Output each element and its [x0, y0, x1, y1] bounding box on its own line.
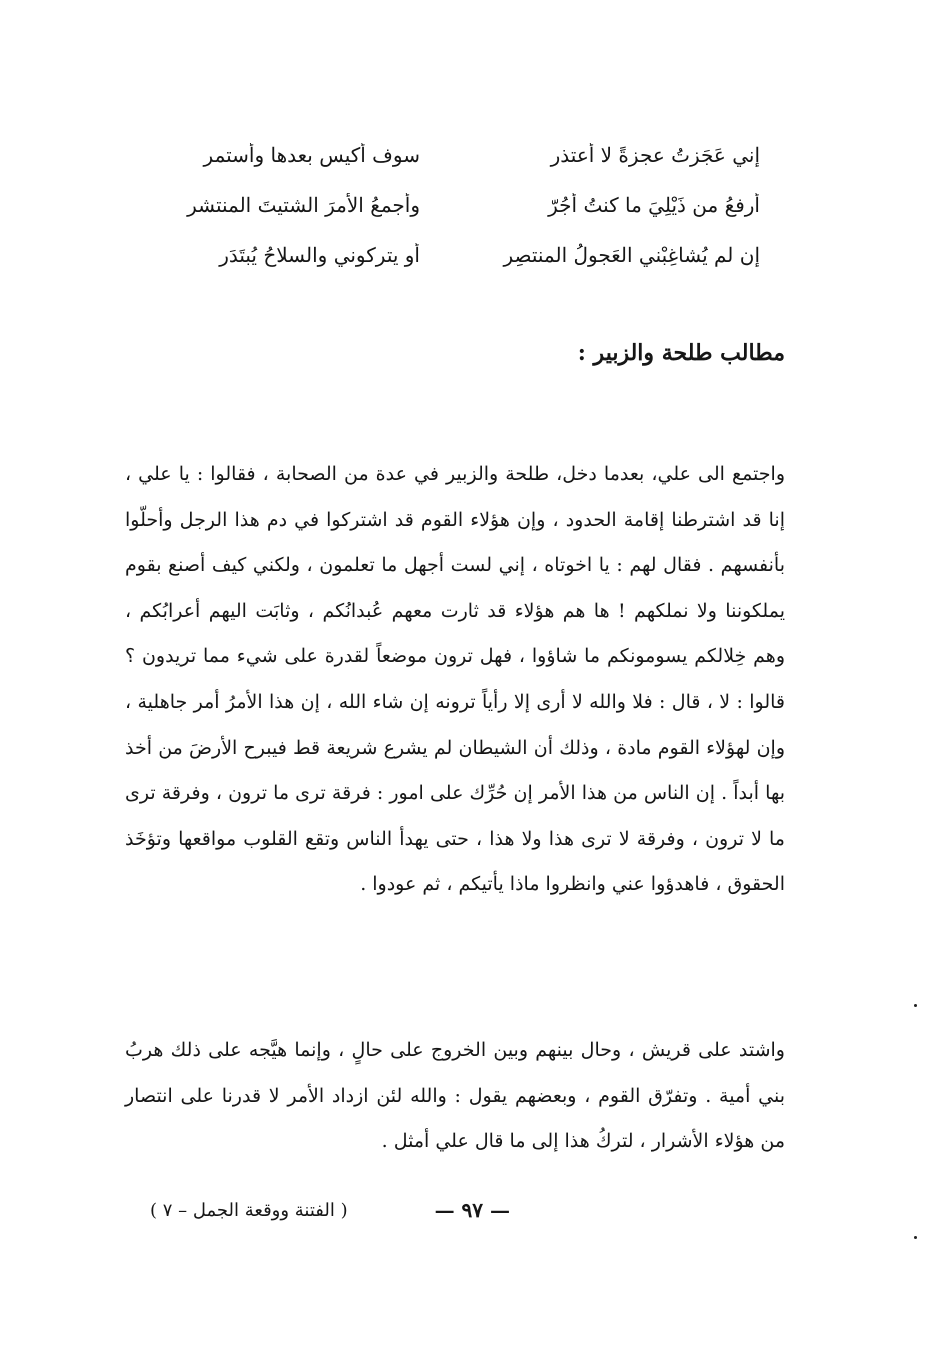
running-title: ( الفتنة ووقعة الجمل – ٧ )	[150, 1199, 348, 1221]
poem	[130, 130, 760, 280]
poem-second-hemistich: أو يتركوني والسلاحُ يُبتَدَر	[219, 243, 420, 267]
page-number: — ٩٧ —	[434, 1198, 510, 1222]
scan-speck	[914, 1236, 917, 1239]
scan-speck	[914, 1004, 917, 1007]
paragraph: واشتد على قريش ، وحال بينهم وبين الخروج على حالٍ ، وإنما هيَّجه على ذلك هربُ بني أمية . وتفرّق القوم ، وبعضهم يقول : والله لئن ازداد الأمر لا قدرنا على انتصار من هؤلاء الأشرار ، لتركُ هذا إلى ما قال علي أمثل .	[125, 1039, 785, 1153]
poem-second-hemistich: سوف أكيس بعدها وأستمر	[203, 143, 420, 167]
page-footer	[150, 1195, 510, 1225]
poem-second-hemistich: وأجمعُ الأمرَ الشتيتَ المنتشر	[187, 193, 420, 217]
section-heading: مطالب طلحة والزبير :	[577, 340, 785, 366]
poem-line	[130, 130, 760, 180]
poem-first-hemistich: إني عَجَزتُ عجزةً لا أعتذر	[550, 143, 760, 167]
poem-line	[130, 180, 760, 230]
poem-first-hemistich: إن لم يُشاغِبْني العَجولُ المنتصِر	[503, 243, 760, 267]
poem-first-hemistich: أرفعُ من ذَيْلِيَ ما كنتُ أجُرّ	[548, 193, 760, 217]
poem-line	[130, 230, 760, 280]
paragraph: واجتمع الى علي، بعدما دخل، طلحة والزبير في عدة من الصحابة ، فقالوا : يا علي ، إنا قد اشترطنا إقامة الحدود ، وإن هؤلاء القوم قد اشتركوا في دم هذا الرجل وأحلّوا بأنفسهم . فقال لهم : يا اخوتاه ، إني لست أجهل ما تعلمون ، ولكني كيف أصنع بقوم يملكوننا ولا نملكهم ! ها هم هؤلاء قد ثارت معهم عُبدانُكم ، وثابَت اليهم أعرابُكم ، وهم خِلالكم يسومونكم ما شاؤوا ، فهل ترون موضعاً لقدرة على شيء مما تريدون ؟ قالوا : لا ، قال : فلا والله لا أرى إلا رأياً ترونه إن شاء الله ، إن هذا الأمرُ أمر جاهلية ، وإن لهؤلاء القوم مادة ، وذلك أن الشيطان لم يشرع شريعة قط فيبرح الأرضَ من أخذ بها أبداً . إن الناس من هذا الأمر إن حُرِّك على امور : فرقة ترى ما ترون ، وفرقة ترى ما لا ترون ، وفرقة لا ترى هذا ولا هذا ، حتى يهدأ الناس وتقع القلوب مواقعها وتؤخَذ الحقوق ، فاهدؤوا عني وانظروا ماذا يأتيكم ، ثم عودوا .	[125, 463, 785, 896]
